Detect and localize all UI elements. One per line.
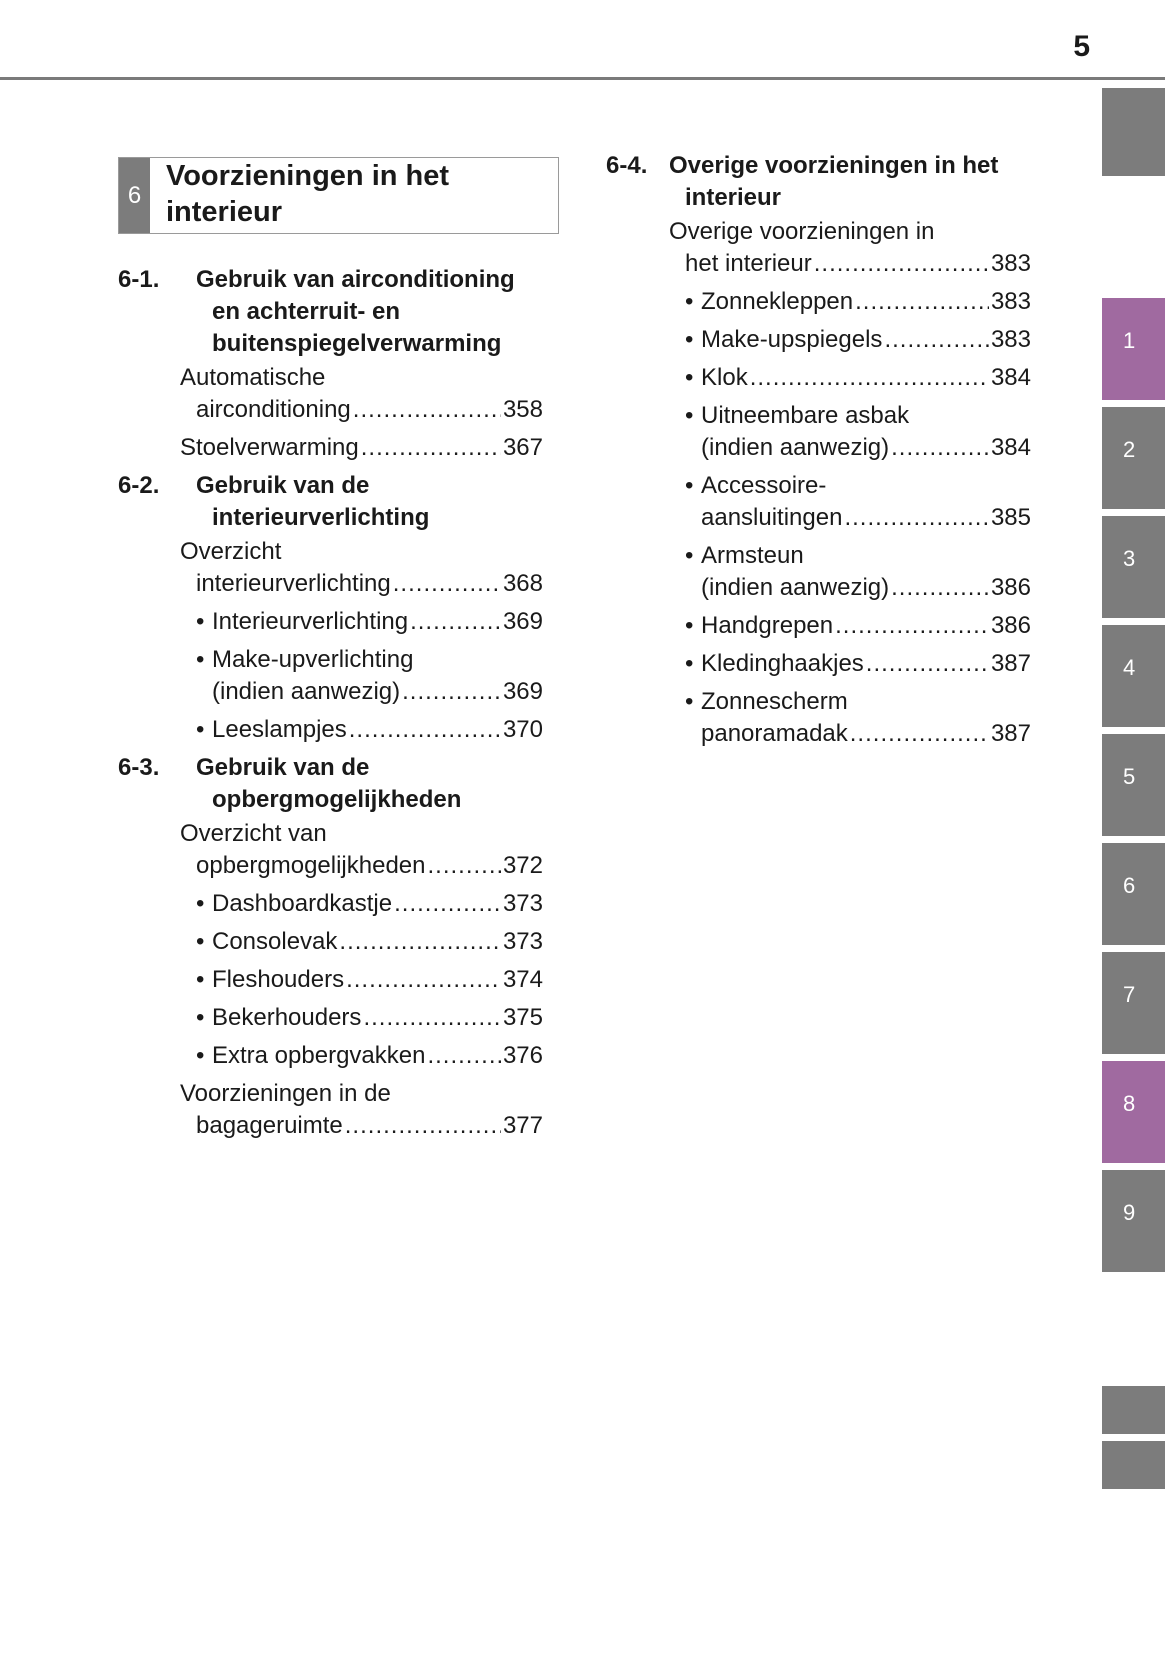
bullet: • — [685, 612, 694, 639]
toc-sub-entry[interactable] — [685, 686, 1031, 750]
toc-sub-entry[interactable] — [196, 714, 543, 746]
entry-label: Make-upspiegels — [701, 326, 883, 353]
section-number: 6-4. — [606, 152, 648, 179]
tab-label: 8 — [1123, 1091, 1136, 1116]
entry-label: panoramadak — [701, 720, 848, 747]
tab-8[interactable] — [1102, 1061, 1165, 1163]
tab-label: 7 — [1123, 982, 1136, 1007]
leader-dots — [339, 926, 501, 958]
entry-page: 386 — [990, 612, 1031, 639]
bullet: • — [196, 1004, 205, 1031]
entry-page: 387 — [990, 720, 1031, 747]
bullet: • — [685, 288, 694, 315]
leader-dots — [844, 502, 989, 534]
leader-dots — [349, 714, 501, 746]
entry-page: 373 — [502, 928, 543, 955]
entry-pre: Overzicht van — [180, 820, 327, 847]
tab-label: 1 — [1123, 328, 1136, 353]
entry-page: 376 — [502, 1042, 543, 1069]
section-title: Gebruik van de interieurverlichting — [196, 472, 430, 531]
section-6-4 — [606, 150, 1031, 214]
chapter-tabs — [1102, 0, 1165, 1653]
bullet: • — [685, 364, 694, 391]
tab-label: 4 — [1123, 655, 1136, 680]
entry-page: 369 — [502, 678, 543, 705]
leader-dots — [402, 676, 501, 708]
chapter-title: Voorzieningen in het interieur — [166, 160, 450, 228]
entry-page: 383 — [990, 250, 1031, 277]
leader-dots — [427, 1040, 500, 1072]
entry-pre: Accessoire- — [701, 472, 827, 499]
entry-page: 377 — [502, 1112, 543, 1139]
tab-9[interactable] — [1102, 1170, 1165, 1272]
entry-pre: Uitneembare asbak — [701, 402, 910, 429]
entry-label: Interieurverlichting — [212, 608, 409, 635]
entry-label: (indien aanwezig) — [701, 574, 890, 601]
toc-entry[interactable] — [180, 1078, 543, 1142]
page-number: 5 — [1073, 30, 1090, 63]
entry-label: aansluitingen — [701, 504, 843, 531]
bullet: • — [196, 608, 205, 635]
section-6-2 — [118, 470, 543, 534]
tab-label: 6 — [1123, 873, 1136, 898]
entry-label: het interieur — [685, 250, 812, 277]
leader-dots — [855, 286, 989, 318]
tab-5[interactable] — [1102, 734, 1165, 836]
leader-dots — [346, 964, 501, 996]
tab-1[interactable] — [1102, 298, 1165, 400]
toc-sub-entry[interactable] — [196, 964, 543, 996]
entry-label: Fleshouders — [212, 966, 345, 993]
section-title: Gebruik van airconditioning en achterruit- en buitenspiegelverwarming — [196, 266, 515, 357]
toc-sub-entry[interactable] — [196, 1002, 543, 1034]
entry-label: Kledinghaakjes — [701, 650, 864, 677]
leader-dots — [393, 568, 501, 600]
toc-sub-entry[interactable] — [196, 888, 543, 920]
bullet: • — [685, 402, 694, 429]
entry-page: 372 — [502, 852, 543, 879]
entry-page: 370 — [502, 716, 543, 743]
toc-sub-entry[interactable] — [685, 362, 1031, 394]
leader-dots — [345, 1110, 501, 1142]
leader-dots — [866, 648, 989, 680]
entry-label: Zonnekleppen — [701, 288, 854, 315]
leader-dots — [884, 324, 989, 356]
entry-page: 368 — [502, 570, 543, 597]
toc-sub-entry[interactable] — [685, 470, 1031, 534]
entry-label: Dashboardkastje — [212, 890, 393, 917]
bullet: • — [196, 928, 205, 955]
chapter-number: 6 — [119, 158, 150, 233]
bullet: • — [196, 890, 205, 917]
bullet: • — [196, 966, 205, 993]
top-rule — [0, 77, 1165, 80]
leader-dots — [891, 432, 989, 464]
section-title: Overige voorzieningen in het interieur — [669, 152, 999, 211]
section-number: 6-3. — [118, 754, 160, 781]
toc-sub-entry[interactable] — [685, 540, 1031, 604]
leader-dots — [363, 1002, 501, 1034]
tab-label: 2 — [1123, 437, 1136, 462]
tab-3[interactable] — [1102, 516, 1165, 618]
section-number: 6-2. — [118, 472, 160, 499]
entry-page: 384 — [990, 434, 1031, 461]
section-6-3 — [118, 752, 543, 816]
tab-7[interactable] — [1102, 952, 1165, 1054]
entry-label: Consolevak — [212, 928, 338, 955]
entry-page: 375 — [502, 1004, 543, 1031]
entry-page: 367 — [502, 434, 543, 461]
bullet: • — [685, 650, 694, 677]
bullet: • — [685, 472, 694, 499]
tab-label: 5 — [1123, 764, 1136, 789]
entry-page: 387 — [990, 650, 1031, 677]
entry-page: 386 — [990, 574, 1031, 601]
entry-label: (indien aanwezig) — [701, 434, 890, 461]
section-number: 6-1. — [118, 266, 160, 293]
entry-label: interieurverlichting — [196, 570, 391, 597]
entry-label: Leeslampjes — [212, 716, 347, 743]
leader-dots — [891, 572, 989, 604]
entry-page: 373 — [502, 890, 543, 917]
toc-sub-entry[interactable] — [685, 286, 1031, 318]
entry-page: 369 — [502, 608, 543, 635]
toc-sub-entry[interactable] — [685, 610, 1031, 642]
entry-label: bagageruimte — [196, 1112, 343, 1139]
leader-dots — [353, 394, 501, 426]
entry-pre: Make-upverlichting — [212, 646, 414, 673]
chapter-header — [118, 157, 559, 234]
tab-6[interactable] — [1102, 843, 1165, 945]
toc-sub-entry[interactable] — [196, 1040, 543, 1072]
toc-sub-entry[interactable] — [685, 400, 1031, 464]
section-title: Gebruik van de opbergmogelijkheden — [196, 754, 462, 813]
bullet: • — [685, 326, 694, 353]
leader-dots — [361, 432, 501, 464]
entry-label: (indien aanwezig) — [212, 678, 401, 705]
entry-label: Extra opbergvakken — [212, 1042, 426, 1069]
toc-entry[interactable] — [180, 362, 543, 426]
leader-dots — [410, 606, 501, 638]
toc-sub-entry[interactable] — [196, 606, 543, 638]
entry-page: 383 — [990, 326, 1031, 353]
entry-page: 385 — [990, 504, 1031, 531]
tab-blank-b[interactable] — [1102, 1441, 1165, 1489]
entry-pre: Overzicht — [180, 538, 282, 565]
leader-dots — [850, 718, 989, 750]
entry-pre: Zonnescherm — [701, 688, 848, 715]
leader-dots — [814, 248, 989, 280]
entry-label: opbergmogelijkheden — [196, 852, 426, 879]
entry-page: 358 — [502, 396, 543, 423]
tab-blank-top[interactable] — [1102, 88, 1165, 176]
toc-left-column — [118, 264, 543, 1148]
leader-dots — [750, 362, 989, 394]
entry-label: Stoelverwarming — [180, 434, 359, 461]
bullet: • — [685, 688, 694, 715]
tab-label: 3 — [1123, 546, 1136, 571]
bullet: • — [196, 1042, 205, 1069]
toc-sub-entry[interactable] — [685, 648, 1031, 680]
toc-sub-entry[interactable] — [685, 324, 1031, 356]
section-6-1 — [118, 264, 543, 360]
entry-page: 383 — [990, 288, 1031, 315]
toc-entry[interactable] — [180, 432, 543, 464]
entry-page: 384 — [990, 364, 1031, 391]
tab-2[interactable] — [1102, 407, 1165, 509]
entry-label: Handgrepen — [701, 612, 834, 639]
leader-dots — [428, 850, 501, 882]
toc-sub-entry[interactable] — [196, 644, 543, 708]
tab-label: 9 — [1123, 1200, 1136, 1225]
entry-pre: Automatische — [180, 364, 326, 391]
toc-entry[interactable] — [180, 536, 543, 600]
entry-label: Klok — [701, 364, 748, 391]
leader-dots — [835, 610, 989, 642]
entry-page: 374 — [502, 966, 543, 993]
tab-blank-a[interactable] — [1102, 1386, 1165, 1434]
entry-pre: Armsteun — [701, 542, 804, 569]
entry-label: Bekerhouders — [212, 1004, 362, 1031]
toc-entry[interactable] — [669, 216, 1031, 280]
tab-4[interactable] — [1102, 625, 1165, 727]
bullet: • — [196, 646, 205, 673]
leader-dots — [394, 888, 501, 920]
bullet: • — [685, 542, 694, 569]
toc-entry[interactable] — [180, 818, 543, 882]
bullet: • — [196, 716, 205, 743]
entry-pre: Voorzieningen in de — [180, 1080, 391, 1107]
entry-pre: Overige voorzieningen in — [669, 218, 935, 245]
entry-label: airconditioning — [196, 396, 351, 423]
toc-right-column — [606, 150, 1031, 756]
toc-sub-entry[interactable] — [196, 926, 543, 958]
